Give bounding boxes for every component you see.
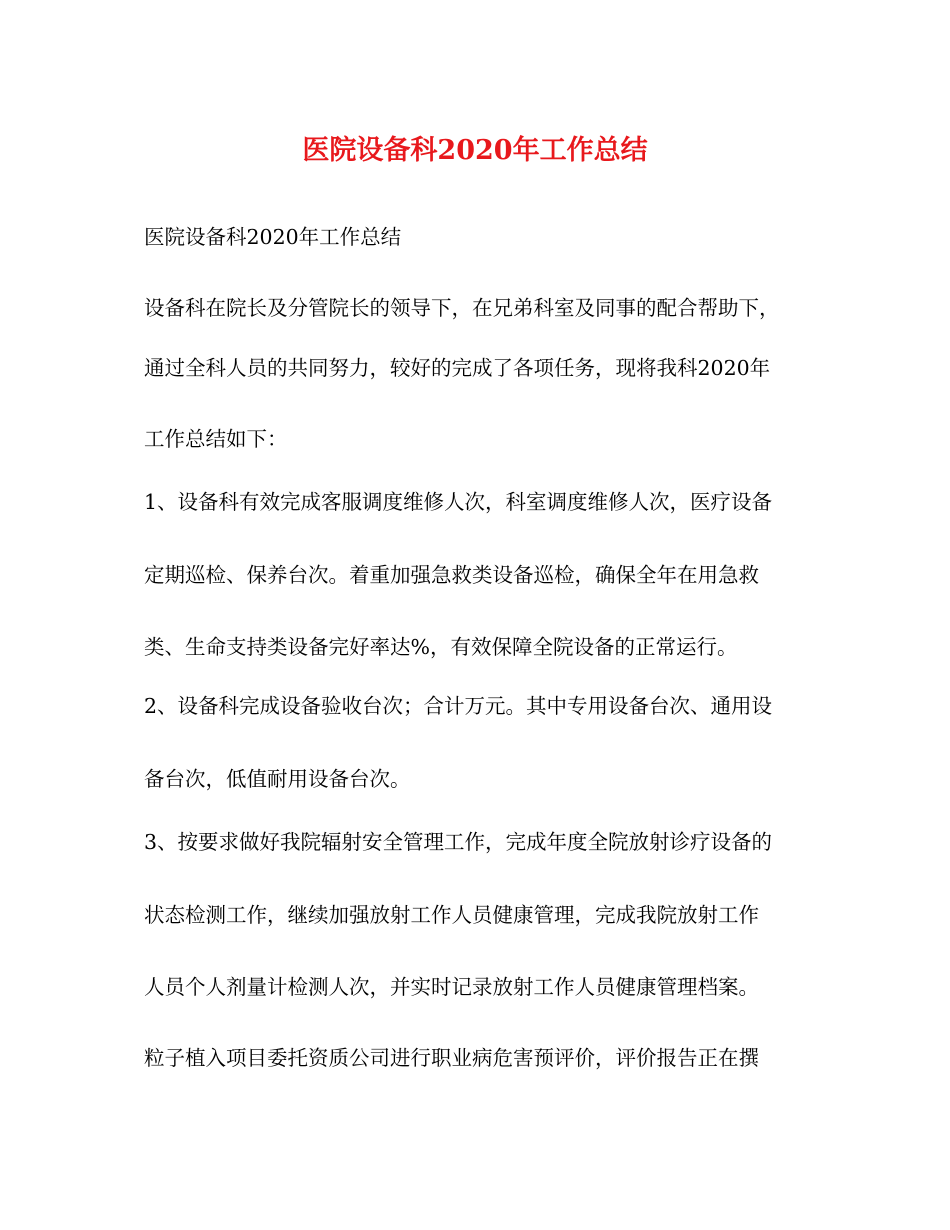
body-line: 设备科在院长及分管院长的领导下，在兄弟科室及同事的配合帮助下， — [144, 296, 780, 320]
body-line: 1、设备科有效完成客服调度维修人次，科室调度维修人次，医疗设备 — [144, 490, 773, 514]
body-line: 粒子植入项目委托资质公司进行职业病危害预评价，评价报告正在撰 — [144, 1046, 759, 1070]
body-line: 2、设备科完成设备验收台次；合计万元。其中专用设备台次、通用设 — [144, 694, 773, 718]
body-line: 3、按要求做好我院辐射安全管理工作，完成年度全院放射诊疗设备的 — [144, 830, 773, 854]
document-title: 医院设备科2020年工作总结 — [302, 135, 648, 166]
body-line: 类、生命支持类设备完好率达%，有效保障全院设备的正常运行。 — [144, 635, 738, 659]
body-line: 人员个人剂量计检测人次，并实时记录放射工作人员健康管理档案。 — [144, 975, 759, 999]
subtitle-line: 医院设备科2020年工作总结 — [144, 225, 402, 249]
body-line: 通过全科人员的共同努力，较好的完成了各项任务，现将我科2020年 — [144, 356, 771, 380]
body-line: 状态检测工作，继续加强放射工作人员健康管理，完成我院放射工作 — [144, 903, 759, 927]
body-line: 定期巡检、保养台次。着重加强急救类设备巡检，确保全年在用急救 — [144, 563, 759, 587]
body-line: 工作总结如下： — [144, 427, 288, 451]
body-line: 备台次，低值耐用设备台次。 — [144, 767, 411, 791]
